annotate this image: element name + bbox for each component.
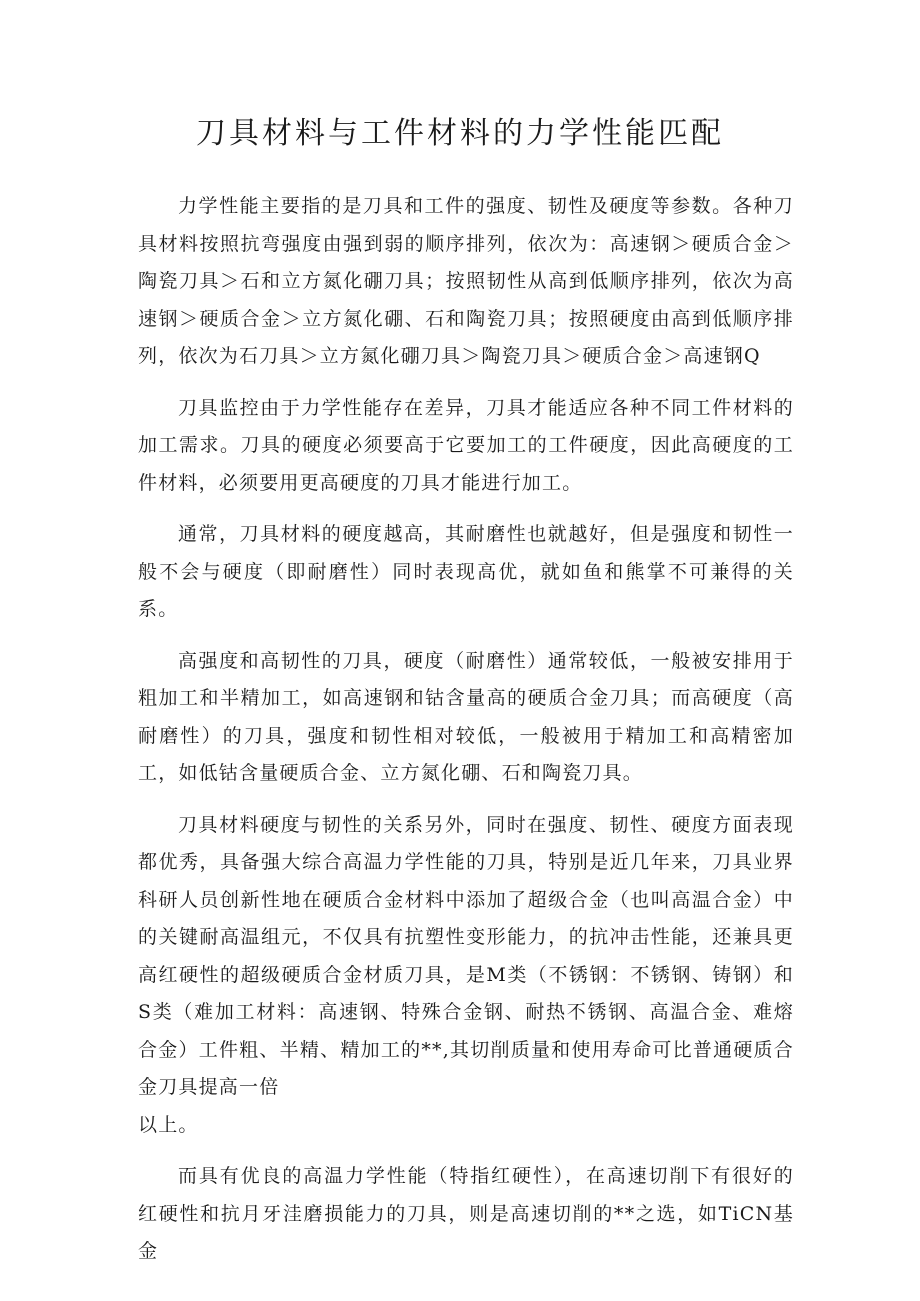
paragraph-high-speed-cutting: 而具有优良的高温力学性能（特指红硬性），在高速切削下有很好的红硬性和抗月牙洼磨损能力的刀具，则是高速切削的**之选，如TiCN基金 — [138, 1165, 794, 1262]
paragraph-mechanical-properties: 力学性能主要指的是刀具和工件的强度、韧性及硬度等参数。各种刀具材料按照抗弯强度由强到弱的顺序排列，依次为：高速钢＞硬质合金＞陶瓷刀具＞石和立方氮化硼刀具；按照韧性从高到低顺序排列，依次为高速钢＞硬质合金＞立方氮化硼、石和陶瓷刀具；按照硬度由高到低顺序排列，依次为石刀具＞立方氮化硼刀具＞陶瓷刀具＞硬质合金＞高速钢Q — [138, 195, 794, 367]
paragraph-continuation: 以上。 — [138, 1113, 199, 1136]
paragraph-strength-toughness: 高强度和高韧性的刀具，硬度（耐磨性）通常较低，一般被安排用于粗加工和半精加工，如高速钢和钴含量高的硬质合金刀具；而高硬度（高耐磨性）的刀具，强度和韧性相对较低，一般被用于精加工和高精密加工，如低钴含量硬质合金、立方氮化硼、石和陶瓷刀具。 — [138, 649, 794, 784]
document-body — [138, 188, 794, 1285]
document-title: 刀具材料与工件材料的力学性能匹配 — [196, 116, 724, 151]
paragraph-tool-monitoring: 刀具监控由于力学性能存在差异，刀具才能适应各种不同工件材料的加工需求。刀具的硬度必须要高于它要加工的工件硬度，因此高硬度的工件材料，必须要用更高硬度的刀具才能进行加工。 — [138, 396, 794, 494]
paragraph-hardness-wear: 通常，刀具材料的硬度越高，其耐磨性也就越好，但是强度和韧性一般不会与硬度（即耐磨性）同时表现高优，就如鱼和熊掌不可兼得的关系。 — [138, 523, 794, 620]
paragraph-superhard-alloy: 刀具材料硬度与韧性的关系另外，同时在强度、韧性、硬度方面表现都优秀，具备强大综合高温力学性能的刀具，特别是近几年来，刀具业界科研人员创新性地在硬质合金材料中添加了超级合金（也叫高温合金）中的关键耐高温组元，不仅具有抗塑性变形能力，的抗冲击性能，还兼具更高红硬性的超级硬质合金材质刀具，是M类（不锈钢：不锈钢、铸钢）和S类（难加工材料：高速钢、特殊合金钢、耐热不锈钢、高温合金、难熔合金）工件粗、半精、精加工的**,其切削质量和使用寿命可比普通硬质合金刀具提高一倍 — [138, 813, 794, 1098]
